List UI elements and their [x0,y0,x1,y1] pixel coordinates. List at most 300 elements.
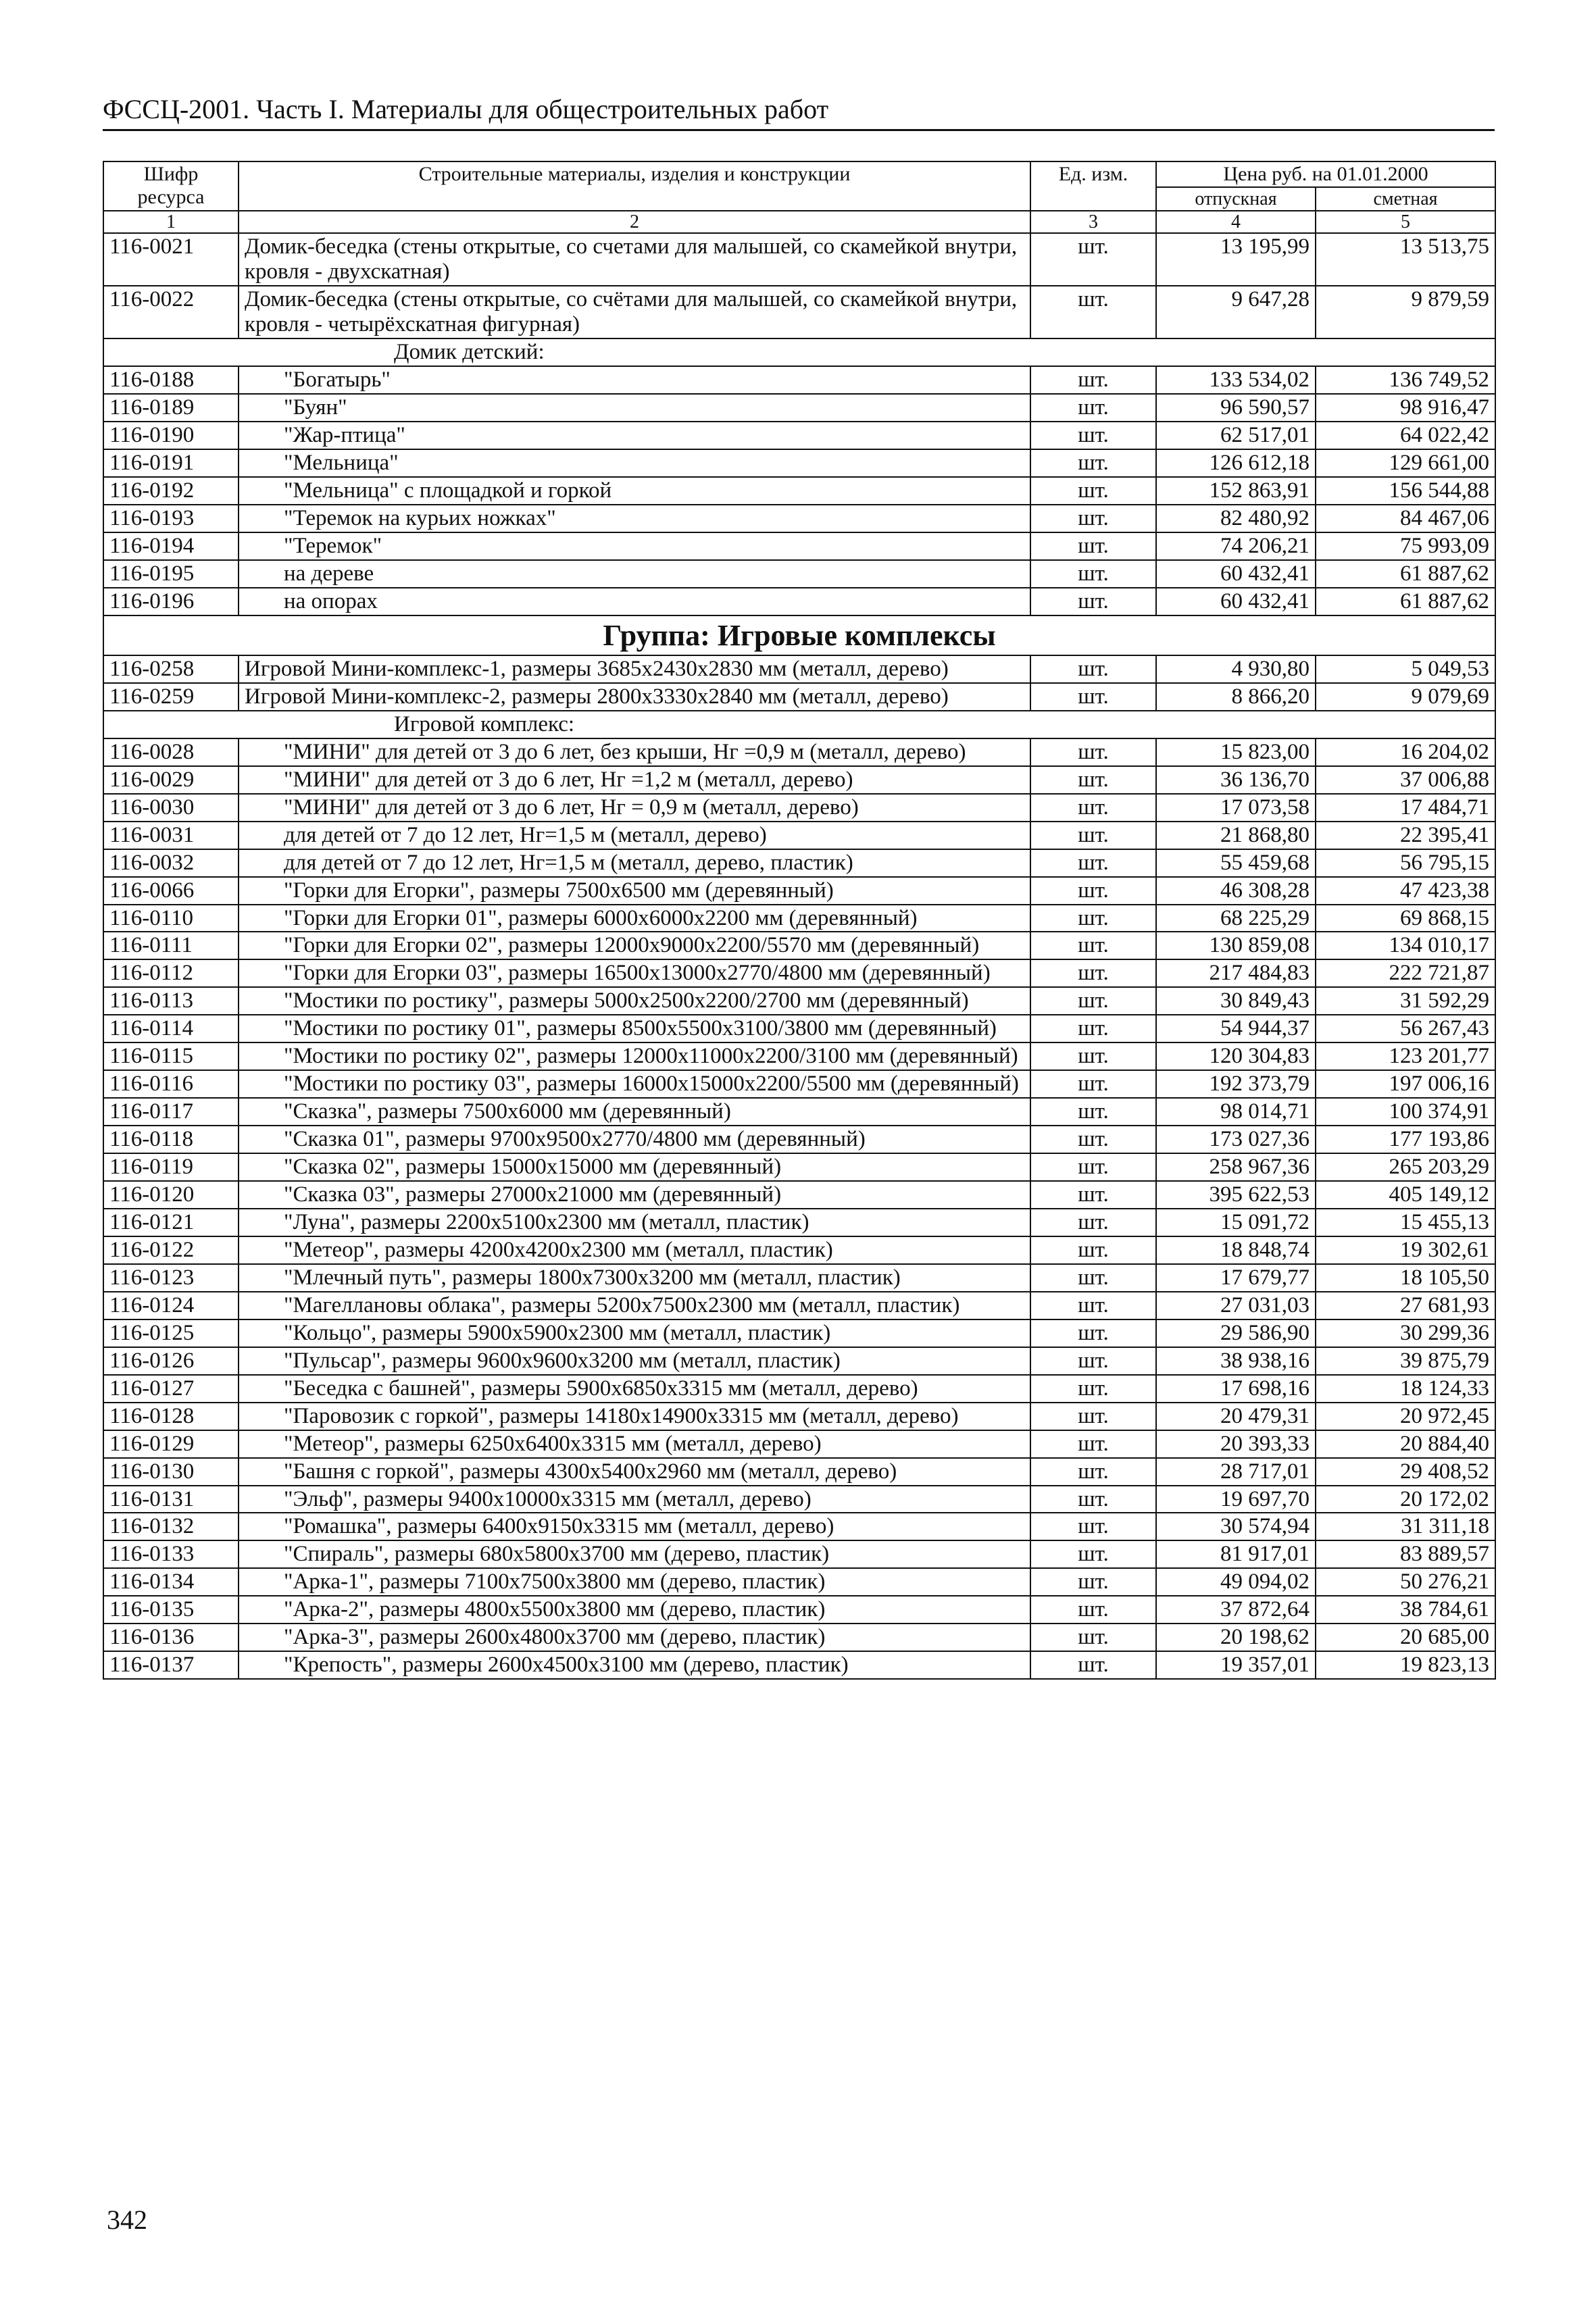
release-price-cell: 82 480,92 [1156,505,1316,532]
release-price-cell: 30 574,94 [1156,1513,1316,1540]
table-row [103,1540,1495,1568]
resource-code-cell: 116-0193 [103,505,239,532]
material-name-cell: "Метеор", размеры 6250x6400x3315 мм (металл, дерево) [239,1430,1030,1458]
material-name-cell: "Мостики по ростику 03", размеры 16000x15000x2200/5500 мм (деревянный) [239,1070,1030,1098]
estimate-price-cell: 19 302,61 [1316,1236,1495,1264]
unit-cell: шт. [1030,1568,1156,1596]
group-header-row [103,615,1495,655]
material-name-cell: "Буян" [239,394,1030,422]
table-row [103,477,1495,505]
estimate-price-cell: 20 685,00 [1316,1624,1495,1651]
unit-cell: шт. [1030,1458,1156,1486]
release-price-cell: 29 586,90 [1156,1319,1316,1347]
release-price-cell: 30 849,43 [1156,987,1316,1015]
table-row [103,1458,1495,1486]
table-row [103,1236,1495,1264]
resource-code-cell: 116-0118 [103,1126,239,1153]
release-price-cell: 120 304,83 [1156,1042,1316,1070]
unit-cell: шт. [1030,1651,1156,1679]
section-code-cell [103,338,239,366]
unit-cell: шт. [1030,1403,1156,1430]
material-name-cell: "Арка-3", размеры 2600x4800x3700 мм (дерево, пластик) [239,1624,1030,1651]
resource-code-cell: 116-0190 [103,422,239,449]
material-name-cell: "Сказка 03", размеры 27000x21000 мм (деревянный) [239,1181,1030,1209]
table-row [103,1264,1495,1292]
resource-code-cell: 116-0188 [103,366,239,394]
material-name-cell: "Спираль", размеры 680x5800x3700 мм (дерево, пластик) [239,1540,1030,1568]
resource-code-cell: 116-0130 [103,1458,239,1486]
material-name-cell: "Паровозик с горкой", размеры 14180x14900x3315 мм (металл, дерево) [239,1403,1030,1430]
estimate-price-cell: 27 681,93 [1316,1292,1495,1319]
estimate-price-cell: 37 006,88 [1316,766,1495,794]
resource-code-cell: 116-0259 [103,683,239,711]
estimate-price-cell: 19 823,13 [1316,1651,1495,1679]
table-row [103,1486,1495,1513]
unit-cell: шт. [1030,366,1156,394]
table-row [103,1624,1495,1651]
estimate-price-cell: 16 204,02 [1316,738,1495,766]
table-row [103,1513,1495,1540]
unit-cell: шт. [1030,1292,1156,1319]
column-number: 1 [103,211,239,233]
table-row [103,286,1495,338]
table-row [103,738,1495,766]
material-name-cell: "Сказка 02", размеры 15000x15000 мм (деревянный) [239,1153,1030,1181]
group-title: Группа: Игровые комплексы [103,615,1495,655]
table-row [103,932,1495,959]
table-row [103,588,1495,615]
section-title: Игровой комплекс: [239,711,1495,738]
material-name-cell: Домик-беседка (стены открытые, со счетами для малышей, со скамейкой внутри, кровля - двухскатная) [239,233,1030,286]
resource-code-cell: 116-0122 [103,1236,239,1264]
unit-cell: шт. [1030,655,1156,683]
section-code-cell [103,711,239,738]
estimate-price-cell: 61 887,62 [1316,588,1495,615]
table-row [103,655,1495,683]
release-price-cell: 98 014,71 [1156,1098,1316,1126]
estimate-price-cell: 17 484,71 [1316,794,1495,822]
unit-cell: шт. [1030,822,1156,849]
release-price-cell: 60 432,41 [1156,588,1316,615]
resource-code-cell: 116-0125 [103,1319,239,1347]
release-price-cell: 55 459,68 [1156,849,1316,877]
resource-code-cell: 116-0133 [103,1540,239,1568]
unit-cell: шт. [1030,286,1156,338]
unit-cell: шт. [1030,1209,1156,1236]
estimate-price-cell: 18 124,33 [1316,1375,1495,1403]
resource-code-cell: 116-0117 [103,1098,239,1126]
resource-code-cell: 116-0124 [103,1292,239,1319]
unit-cell: шт. [1030,959,1156,987]
material-name-cell: "Горки для Егорки 01", размеры 6000x6000x2200 мм (деревянный) [239,905,1030,932]
table-row [103,233,1495,286]
table-row [103,560,1495,588]
material-name-cell: "Богатырь" [239,366,1030,394]
release-price-cell: 17 698,16 [1156,1375,1316,1403]
material-name-cell: "Мельница" [239,449,1030,477]
table-row [103,366,1495,394]
release-price-cell: 21 868,80 [1156,822,1316,849]
resource-code-cell: 116-0021 [103,233,239,286]
table-row [103,1430,1495,1458]
unit-cell: шт. [1030,1540,1156,1568]
release-price-cell: 8 866,20 [1156,683,1316,711]
release-price-cell: 46 308,28 [1156,877,1316,905]
section-title: Домик детский: [239,338,1495,366]
estimate-price-cell: 22 395,41 [1316,822,1495,849]
resource-code-cell: 116-0258 [103,655,239,683]
table-row [103,1042,1495,1070]
resource-code-cell: 116-0114 [103,1015,239,1042]
release-price-cell: 62 517,01 [1156,422,1316,449]
unit-cell: шт. [1030,1126,1156,1153]
release-price-cell: 133 534,02 [1156,366,1316,394]
material-name-cell: "Горки для Егорки", размеры 7500x6500 мм (деревянный) [239,877,1030,905]
table-row [103,505,1495,532]
table-header [103,161,1495,233]
resource-code-cell: 116-0137 [103,1651,239,1679]
table-row [103,1070,1495,1098]
unit-cell: шт. [1030,877,1156,905]
estimate-price-cell: 9 079,69 [1316,683,1495,711]
material-name-cell: для детей от 7 до 12 лет, Нг=1,5 м (металл, дерево, пластик) [239,849,1030,877]
unit-cell: шт. [1030,422,1156,449]
resource-code-cell: 116-0129 [103,1430,239,1458]
material-name-cell: "МИНИ" для детей от 3 до 6 лет, Нг = 0,9 м (металл, дерево) [239,794,1030,822]
release-price-cell: 15 823,00 [1156,738,1316,766]
unit-cell: шт. [1030,1181,1156,1209]
resource-code-cell: 116-0115 [103,1042,239,1070]
resource-code-cell: 116-0131 [103,1486,239,1513]
release-price-cell: 74 206,21 [1156,532,1316,560]
release-price-cell: 60 432,41 [1156,560,1316,588]
unit-cell: шт. [1030,905,1156,932]
release-price-cell: 13 195,99 [1156,233,1316,286]
release-price-cell: 81 917,01 [1156,1540,1316,1568]
estimate-price-cell: 156 544,88 [1316,477,1495,505]
release-price-cell: 36 136,70 [1156,766,1316,794]
release-price-cell: 173 027,36 [1156,1126,1316,1153]
release-price-cell: 38 938,16 [1156,1347,1316,1375]
unit-cell: шт. [1030,1070,1156,1098]
estimate-price-cell: 15 455,13 [1316,1209,1495,1236]
unit-cell: шт. [1030,1624,1156,1651]
material-name-cell: "Луна", размеры 2200x5100x2300 мм (металл, пластик) [239,1209,1030,1236]
estimate-price-cell: 123 201,77 [1316,1042,1495,1070]
release-price-cell: 217 484,83 [1156,959,1316,987]
material-name-cell: "Магеллановы облака", размеры 5200x7500x2300 мм (металл, пластик) [239,1292,1030,1319]
resource-code-cell: 116-0120 [103,1181,239,1209]
header-estimate-price: сметная [1316,187,1495,211]
resource-code-cell: 116-0119 [103,1153,239,1181]
column-numbers-row [103,211,1495,233]
resource-code-cell: 116-0029 [103,766,239,794]
estimate-price-cell: 31 592,29 [1316,987,1495,1015]
table-row [103,1126,1495,1153]
table-row [103,794,1495,822]
unit-cell: шт. [1030,738,1156,766]
release-price-cell: 28 717,01 [1156,1458,1316,1486]
unit-cell: шт. [1030,932,1156,959]
release-price-cell: 37 872,64 [1156,1596,1316,1624]
material-name-cell: "Теремок" [239,532,1030,560]
unit-cell: шт. [1030,1513,1156,1540]
estimate-price-cell: 9 879,59 [1316,286,1495,338]
table-row [103,1181,1495,1209]
unit-cell: шт. [1030,1236,1156,1264]
material-name-cell: на дереве [239,560,1030,588]
material-name-cell: для детей от 7 до 12 лет, Нг=1,5 м (металл, дерево) [239,822,1030,849]
estimate-price-cell: 20 172,02 [1316,1486,1495,1513]
material-name-cell: "Арка-2", размеры 4800x5500x3800 мм (дерево, пластик) [239,1596,1030,1624]
estimate-price-cell: 136 749,52 [1316,366,1495,394]
material-name-cell: "Метеор", размеры 4200x4200x2300 мм (металл, пластик) [239,1236,1030,1264]
unit-cell: шт. [1030,1596,1156,1624]
estimate-price-cell: 75 993,09 [1316,532,1495,560]
estimate-price-cell: 405 149,12 [1316,1181,1495,1209]
release-price-cell: 395 622,53 [1156,1181,1316,1209]
resource-code-cell: 116-0123 [103,1264,239,1292]
material-name-cell: "МИНИ" для детей от 3 до 6 лет, Нг =1,2 м (металл, дерево) [239,766,1030,794]
unit-cell: шт. [1030,505,1156,532]
unit-cell: шт. [1030,1264,1156,1292]
resource-code-cell: 116-0030 [103,794,239,822]
resource-code-cell: 116-0022 [103,286,239,338]
estimate-price-cell: 100 374,91 [1316,1098,1495,1126]
section-header-row [103,711,1495,738]
unit-cell: шт. [1030,588,1156,615]
material-name-cell: Домик-беседка (стены открытые, со счётами для малышей, со скамейкой внутри, кровля - четырёхскатная фигурная) [239,286,1030,338]
release-price-cell: 9 647,28 [1156,286,1316,338]
unit-cell: шт. [1030,1319,1156,1347]
resource-code-cell: 116-0192 [103,477,239,505]
page-number: 342 [107,2205,147,2235]
estimate-price-cell: 5 049,53 [1316,655,1495,683]
release-price-cell: 27 031,03 [1156,1292,1316,1319]
table-row [103,1319,1495,1347]
column-number: 3 [1030,211,1156,233]
table-row [103,1292,1495,1319]
resource-code-cell: 116-0196 [103,588,239,615]
release-price-cell: 18 848,74 [1156,1236,1316,1264]
release-price-cell: 54 944,37 [1156,1015,1316,1042]
release-price-cell: 192 373,79 [1156,1070,1316,1098]
release-price-cell: 17 073,58 [1156,794,1316,822]
release-price-cell: 19 697,70 [1156,1486,1316,1513]
resource-code-cell: 116-0132 [103,1513,239,1540]
estimate-price-cell: 177 193,86 [1316,1126,1495,1153]
table-row [103,959,1495,987]
resource-code-cell: 116-0032 [103,849,239,877]
resource-code-cell: 116-0126 [103,1347,239,1375]
table-row [103,877,1495,905]
resource-code-cell: 116-0189 [103,394,239,422]
release-price-cell: 96 590,57 [1156,394,1316,422]
estimate-price-cell: 84 467,06 [1316,505,1495,532]
header-code: Шифр ресурса [103,161,239,211]
release-price-cell: 4 930,80 [1156,655,1316,683]
resource-code-cell: 116-0031 [103,822,239,849]
table-row [103,766,1495,794]
table-row [103,849,1495,877]
material-name-cell: "Кольцо", размеры 5900x5900x2300 мм (металл, пластик) [239,1319,1030,1347]
material-name-cell: "Беседка с башней", размеры 5900x6850x3315 мм (металл, дерево) [239,1375,1030,1403]
table-row [103,1153,1495,1181]
estimate-price-cell: 222 721,87 [1316,959,1495,987]
estimate-price-cell: 39 875,79 [1316,1347,1495,1375]
material-name-cell: "Пульсар", размеры 9600x9600x3200 мм (металл, пластик) [239,1347,1030,1375]
release-price-cell: 17 679,77 [1156,1264,1316,1292]
unit-cell: шт. [1030,1486,1156,1513]
resource-code-cell: 116-0113 [103,987,239,1015]
resource-code-cell: 116-0112 [103,959,239,987]
estimate-price-cell: 50 276,21 [1316,1568,1495,1596]
resource-code-cell: 116-0116 [103,1070,239,1098]
table-row [103,449,1495,477]
estimate-price-cell: 30 299,36 [1316,1319,1495,1347]
resource-code-cell: 116-0028 [103,738,239,766]
release-price-cell: 20 479,31 [1156,1403,1316,1430]
estimate-price-cell: 18 105,50 [1316,1264,1495,1292]
section-header-row [103,338,1495,366]
material-name-cell: "Башня с горкой", размеры 4300x5400x2960 мм (металл, дерево) [239,1458,1030,1486]
material-name-cell: Игровой Мини-комплекс-1, размеры 3685x2430x2830 мм (металл, дерево) [239,655,1030,683]
resource-code-cell: 116-0121 [103,1209,239,1236]
table-row [103,1098,1495,1126]
material-name-cell: "Горки для Егорки 03", размеры 16500x13000x2770/4800 мм (деревянный) [239,959,1030,987]
material-name-cell: "Теремок на курьих ножках" [239,505,1030,532]
material-name-cell: "Мостики по ростику 02", размеры 12000x11000x2200/3100 мм (деревянный) [239,1042,1030,1070]
release-price-cell: 20 198,62 [1156,1624,1316,1651]
table-row [103,822,1495,849]
release-price-cell: 20 393,33 [1156,1430,1316,1458]
resource-code-cell: 116-0110 [103,905,239,932]
resource-code-cell: 116-0134 [103,1568,239,1596]
release-price-cell: 49 094,02 [1156,1568,1316,1596]
table-row [103,1375,1495,1403]
table-row [103,1403,1495,1430]
table-row [103,1568,1495,1596]
material-name-cell: "Сказка 01", размеры 9700x9500x2770/4800 мм (деревянный) [239,1126,1030,1153]
unit-cell: шт. [1030,1375,1156,1403]
material-name-cell: "Крепость", размеры 2600x4500x3100 мм (дерево, пластик) [239,1651,1030,1679]
estimate-price-cell: 47 423,38 [1316,877,1495,905]
release-price-cell: 152 863,91 [1156,477,1316,505]
table-body [103,233,1495,1679]
material-name-cell: "Горки для Егорки 02", размеры 12000x9000x2200/5570 мм (деревянный) [239,932,1030,959]
resource-code-cell: 116-0191 [103,449,239,477]
unit-cell: шт. [1030,449,1156,477]
header-price: Цена руб. на 01.01.2000 [1156,161,1495,187]
resource-code-cell: 116-0194 [103,532,239,560]
estimate-price-cell: 69 868,15 [1316,905,1495,932]
release-price-cell: 68 225,29 [1156,905,1316,932]
table-row [103,1015,1495,1042]
release-price-cell: 126 612,18 [1156,449,1316,477]
unit-cell: шт. [1030,394,1156,422]
unit-cell: шт. [1030,477,1156,505]
resource-code-cell: 116-0127 [103,1375,239,1403]
unit-cell: шт. [1030,849,1156,877]
column-number: 5 [1316,211,1495,233]
page-header: ФССЦ-2001. Часть I. Материалы для общестроительных работ [103,93,1495,131]
table-row [103,987,1495,1015]
unit-cell: шт. [1030,1042,1156,1070]
material-name-cell: "Сказка", размеры 7500x6000 мм (деревянный) [239,1098,1030,1126]
estimate-price-cell: 31 311,18 [1316,1513,1495,1540]
material-name-cell: "Жар-птица" [239,422,1030,449]
resource-code-cell: 116-0128 [103,1403,239,1430]
material-name-cell: "МИНИ" для детей от 3 до 6 лет, без крыши, Нг =0,9 м (металл, дерево) [239,738,1030,766]
unit-cell: шт. [1030,532,1156,560]
estimate-price-cell: 98 916,47 [1316,394,1495,422]
table-row [103,1651,1495,1679]
resource-code-cell: 116-0111 [103,932,239,959]
estimate-price-cell: 13 513,75 [1316,233,1495,286]
unit-cell: шт. [1030,560,1156,588]
table-row [103,1596,1495,1624]
table-row [103,422,1495,449]
material-name-cell: Игровой Мини-комплекс-2, размеры 2800x3330x2840 мм (металл, дерево) [239,683,1030,711]
unit-cell: шт. [1030,1015,1156,1042]
table-row [103,394,1495,422]
table-row [103,1209,1495,1236]
release-price-cell: 258 967,36 [1156,1153,1316,1181]
material-name-cell: "Эльф", размеры 9400x10000x3315 мм (металл, дерево) [239,1486,1030,1513]
price-table [103,161,1496,1680]
estimate-price-cell: 197 006,16 [1316,1070,1495,1098]
estimate-price-cell: 20 884,40 [1316,1430,1495,1458]
unit-cell: шт. [1030,766,1156,794]
material-name-cell: "Ромашка", размеры 6400x9150x3315 мм (металл, дерево) [239,1513,1030,1540]
unit-cell: шт. [1030,233,1156,286]
unit-cell: шт. [1030,683,1156,711]
resource-code-cell: 116-0066 [103,877,239,905]
resource-code-cell: 116-0135 [103,1596,239,1624]
estimate-price-cell: 265 203,29 [1316,1153,1495,1181]
resource-code-cell: 116-0136 [103,1624,239,1651]
unit-cell: шт. [1030,1347,1156,1375]
table-row [103,532,1495,560]
release-price-cell: 15 091,72 [1156,1209,1316,1236]
table-row [103,683,1495,711]
estimate-price-cell: 134 010,17 [1316,932,1495,959]
estimate-price-cell: 29 408,52 [1316,1458,1495,1486]
estimate-price-cell: 64 022,42 [1316,422,1495,449]
estimate-price-cell: 56 795,15 [1316,849,1495,877]
unit-cell: шт. [1030,987,1156,1015]
unit-cell: шт. [1030,1430,1156,1458]
unit-cell: шт. [1030,1153,1156,1181]
header-release-price: отпускная [1156,187,1316,211]
material-name-cell: "Млечный путь", размеры 1800x7300x3200 мм (металл, пластик) [239,1264,1030,1292]
resource-code-cell: 116-0195 [103,560,239,588]
material-name-cell: "Арка-1", размеры 7100x7500x3800 мм (дерево, пластик) [239,1568,1030,1596]
unit-cell: шт. [1030,1098,1156,1126]
estimate-price-cell: 129 661,00 [1316,449,1495,477]
header-unit: Ед. изм. [1030,161,1156,211]
table-row [103,905,1495,932]
material-name-cell: на опорах [239,588,1030,615]
estimate-price-cell: 83 889,57 [1316,1540,1495,1568]
column-number: 2 [239,211,1030,233]
material-name-cell: "Мостики по ростику 01", размеры 8500x5500x3100/3800 мм (деревянный) [239,1015,1030,1042]
material-name-cell: "Мельница" с площадкой и горкой [239,477,1030,505]
release-price-cell: 130 859,08 [1156,932,1316,959]
estimate-price-cell: 38 784,61 [1316,1596,1495,1624]
estimate-price-cell: 61 887,62 [1316,560,1495,588]
estimate-price-cell: 56 267,43 [1316,1015,1495,1042]
